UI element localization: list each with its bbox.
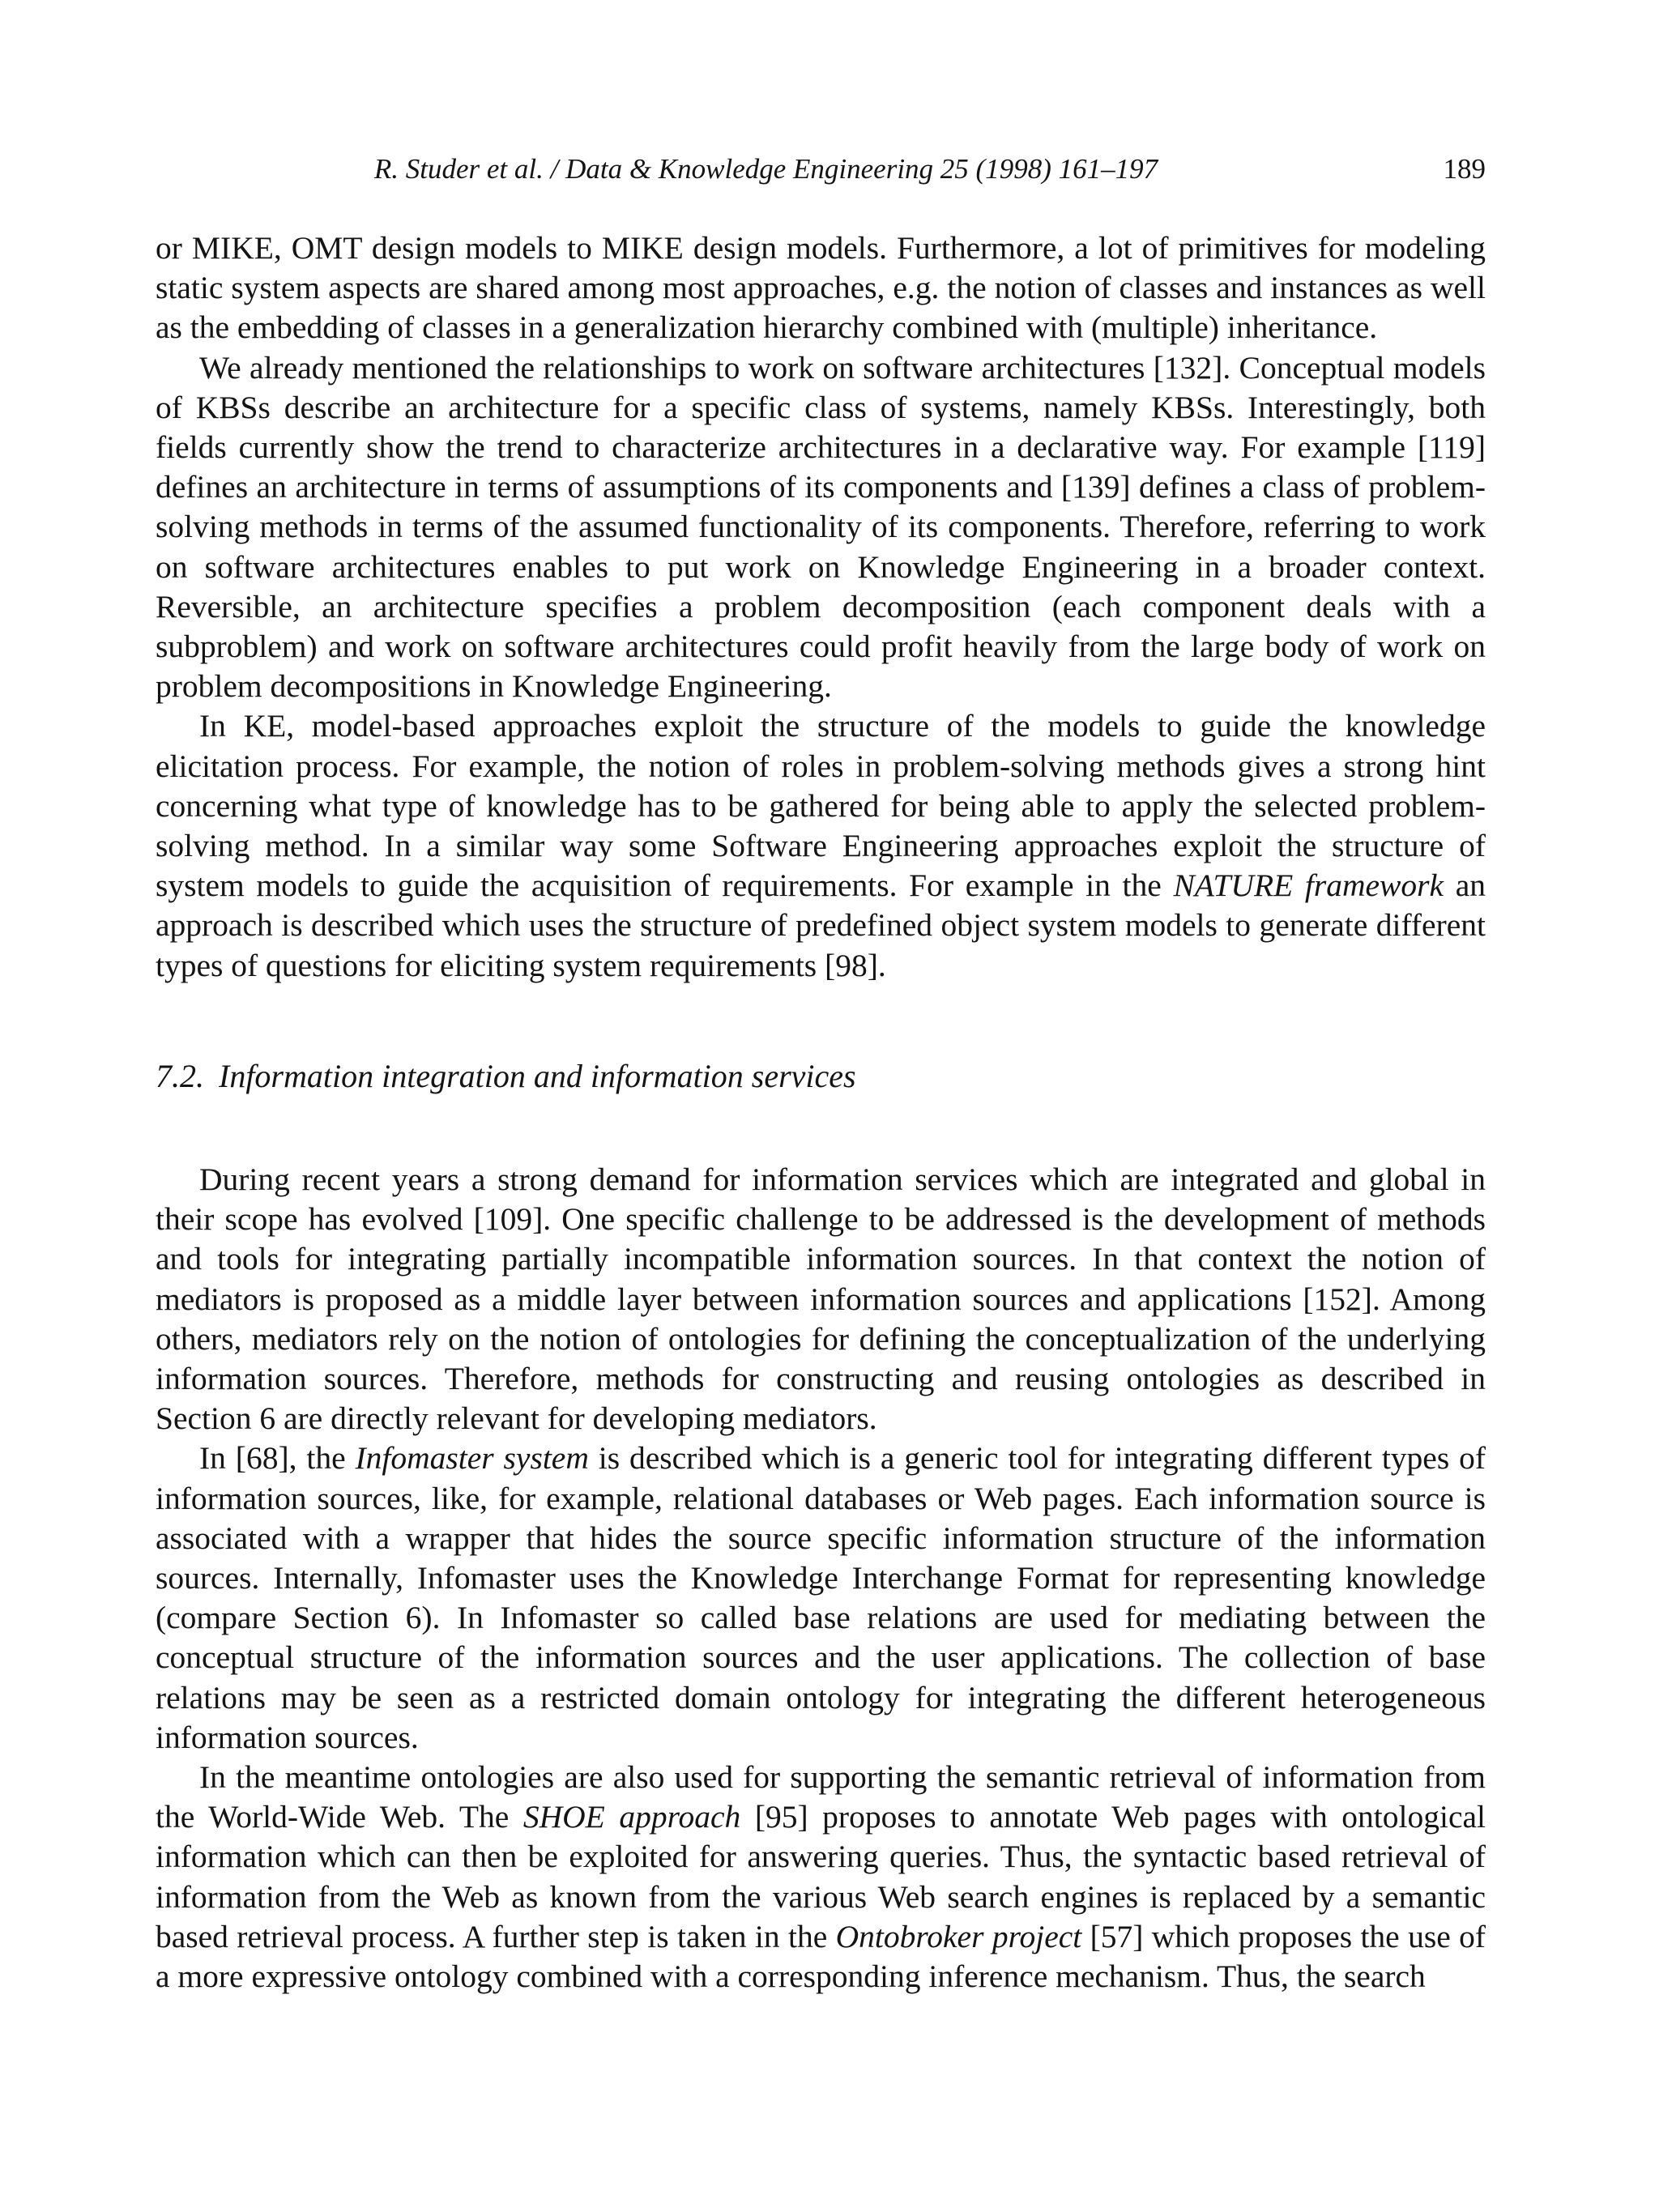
paragraph-model-based-approaches xyxy=(156,706,1486,985)
running-head xyxy=(156,150,1486,189)
section-heading xyxy=(156,1054,856,1099)
emphasis-ontobroker-project: Ontobroker project xyxy=(835,1918,1082,1954)
paragraph-text: [57] which proposes the use of a more expressive ontology combined with a corresponding inference mechanism. Thus, the search xyxy=(156,1918,1486,1995)
emphasis-infomaster-system: Infomaster system xyxy=(355,1440,589,1477)
paragraph-semantic-retrieval xyxy=(156,1758,1486,1997)
paragraph-text: [95] proposes to annotate Web pages with ontological information which can then be exploited for answering queries. Thus, the syntactic based retrieval of information from the Web as known from the various Web search engines is replaced by a semantic based retrieval process. A further step is taken in the xyxy=(156,1799,1486,1954)
paragraph-text: an approach is described which uses the structure of predefined object system models to generate different types of questions for eliciting system requirements [98]. xyxy=(156,867,1486,983)
paragraph-information-services xyxy=(156,1160,1486,1438)
page-number: 189 xyxy=(1443,153,1486,185)
body-block-top xyxy=(156,228,1486,986)
paragraph-text: We already mentioned the relationships to work on software architectures [132]. Conceptual models of KBSs describe an architecture for a specific class of systems, namely KBSs. Interestingly, both fields currently show the trend to characterize architectures in a declarative way. For example [119] defines an architecture in terms of assumptions of its components and [139] defines a class of problem-solving methods in terms of the assumed functionality of its components. Therefore, referring to work on software architectures enables to put work on Knowledge Engineering in a broader context. Reversible, an architecture specifies a problem decomposition (each component deals with a subproblem) and work on software architectures could profit heavily from the large body of work on problem decompositions in Knowledge Engineering. xyxy=(156,349,1486,705)
paragraph-text: or MIKE, OMT design models to MIKE design models. Furthermore, a lot of primitives for modeling static system aspects are shared among most approaches, e.g. the notion of classes and instances as well as the embedding of classes in a generalization hierarchy combined with (multiple) inheritance. xyxy=(156,230,1486,346)
paragraph-software-architectures xyxy=(156,348,1486,707)
paragraph-text: In [68], the xyxy=(199,1440,356,1477)
emphasis-nature-framework: NATURE framework xyxy=(1173,867,1444,904)
paragraph-infomaster xyxy=(156,1438,1486,1758)
paragraph-text: During recent years a strong demand for information services which are integrated and global in their scope has evolved [109]. One specific challenge to be addressed is the development of methods and tools for integrating partially incompatible information sources. In that context the notion of mediators is proposed as a middle layer between information sources and applications [152]. Among others, mediators rely on the notion of ontologies for defining the conceptualization of the underlying information sources. Therefore, methods for constructing and reusing ontologies as described in Section 6 are directly relevant for developing mediators. xyxy=(156,1161,1486,1437)
body-block-section xyxy=(156,1160,1486,1997)
paragraph-text: In KE, model-based approaches exploit the structure of the models to guide the knowledge elicitation process. For example, the notion of roles in problem-solving methods gives a strong hint concerning what type of knowledge has to be gathered for being able to apply the selected problem-solving method. In a similar way some Software Engineering approaches exploit the structure of system models to guide the acquisition of requirements. For example in the xyxy=(156,708,1486,904)
emphasis-shoe-approach: SHOE approach xyxy=(522,1799,741,1835)
section-number: 7.2. xyxy=(156,1058,204,1094)
running-title: R. Studer et al. / Data & Knowledge Engineering 25 (1998) 161–197 xyxy=(373,153,1158,185)
paragraph-continuation xyxy=(156,228,1486,348)
paragraph-text: In the meantime ontologies are also used for supporting the semantic retrieval of information from the World-Wide Web. The xyxy=(156,1759,1486,1835)
paragraph-text: is described which is a generic tool for integrating different types of information sources, like, for example, relational databases or Web pages. Each information source is associated with a wrapper that hides the source specific information structure of the information sources. Internally, Infomaster uses the Knowledge Interchange Format for representing knowledge (compare Section 6). In Infomaster so called base relations are used for mediating between the conceptual structure of the information sources and the user applications. The collection of base relations may be seen as a restricted domain ontology for integrating the different heterogeneous information sources. xyxy=(156,1440,1486,1755)
section-title: Information integration and information services xyxy=(219,1058,856,1094)
